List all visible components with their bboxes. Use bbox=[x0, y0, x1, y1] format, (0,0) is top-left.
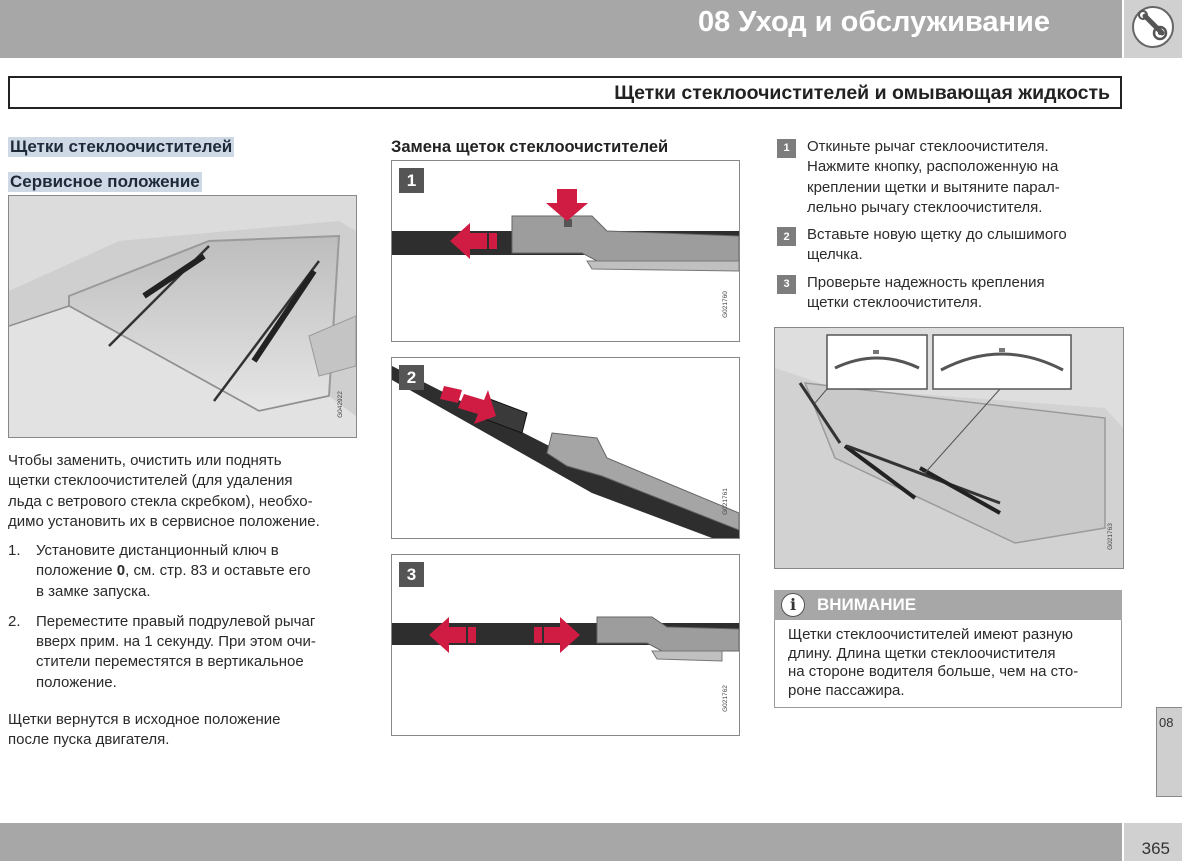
intro-line: льда с ветрового стекла скребком), необхо- bbox=[8, 492, 313, 510]
step-item bbox=[777, 273, 1117, 314]
page-number-box bbox=[1124, 823, 1182, 861]
figure-number: 1 bbox=[399, 168, 424, 193]
windshield-wipers-illustration bbox=[775, 328, 1123, 568]
chapter-title: 08 Уход и обслуживание bbox=[697, 6, 1050, 38]
replacement-steps bbox=[777, 137, 1117, 313]
figure-number: 2 bbox=[399, 365, 424, 390]
outro-line: Щетки вернутся в исходное положение bbox=[8, 711, 281, 728]
intro-line: щетки стеклоочистителей (для удаления bbox=[8, 472, 293, 490]
list-line: Установите дистанционный ключ в bbox=[36, 542, 279, 559]
step-badge: 1 bbox=[777, 139, 796, 158]
list-number: 2. bbox=[8, 612, 21, 630]
list-line: положение 0, см. стр. 83 и оставьте его bbox=[36, 562, 311, 580]
left-heading: Щетки стеклоочистителей bbox=[10, 137, 233, 156]
intro-paragraph bbox=[8, 451, 358, 532]
image-code: G021763 bbox=[1106, 523, 1114, 550]
chapter-side-tab bbox=[1156, 707, 1182, 797]
step-line: креплении щетки и вытяните парал- bbox=[807, 178, 1060, 196]
section-header bbox=[8, 76, 1122, 109]
figure-1 bbox=[391, 160, 740, 342]
right-arrow-icon bbox=[544, 617, 580, 653]
step-line: Проверьте надежность крепления bbox=[807, 273, 1045, 291]
chapter-icon-box bbox=[1124, 0, 1182, 58]
header-bar bbox=[0, 0, 1122, 58]
middle-heading: Замена щеток стеклоочистителей bbox=[391, 138, 669, 156]
figure-3 bbox=[391, 554, 740, 736]
list-line: Переместите правый подрулевой рычаг bbox=[36, 612, 316, 630]
warning-line: Щетки стеклоочистителей имеют разную bbox=[788, 626, 1073, 643]
intro-line: Чтобы заменить, очистить или поднять bbox=[8, 452, 282, 469]
car-windshield-illustration bbox=[9, 196, 356, 437]
info-icon: i bbox=[781, 593, 805, 617]
image-code: G021762 bbox=[721, 685, 729, 712]
step-item bbox=[777, 137, 1117, 218]
service-steps-list bbox=[8, 541, 358, 693]
figure-number: 3 bbox=[399, 562, 424, 587]
list-line: в замке запуска. bbox=[36, 582, 151, 600]
warning-line: на стороне водителя больше, чем на сто- bbox=[788, 663, 1079, 680]
list-item bbox=[8, 612, 358, 693]
left-arrow-icon bbox=[429, 617, 466, 653]
image-code: G021761 bbox=[721, 488, 729, 515]
wrench-gear-icon bbox=[1124, 0, 1182, 58]
step-line: Вставьте новую щетку до слышимого bbox=[807, 226, 1067, 244]
warning-line: роне пассажира. bbox=[788, 681, 905, 699]
warning-title: ВНИМАНИЕ bbox=[817, 595, 917, 614]
warning-text bbox=[788, 626, 1114, 700]
wiper-blade-insert-illustration bbox=[392, 358, 739, 538]
list-line: положение. bbox=[36, 673, 117, 691]
figure-2 bbox=[391, 357, 740, 539]
page-number: 365 bbox=[1141, 839, 1170, 858]
left-subheading: Сервисное положение bbox=[10, 172, 200, 191]
service-position-image bbox=[8, 195, 357, 438]
wiper-blade-check-illustration bbox=[392, 555, 739, 735]
section-title: Щетки стеклоочистителей и омывающая жидкость bbox=[614, 82, 1110, 104]
list-number: 1. bbox=[8, 542, 21, 559]
list-item bbox=[8, 541, 358, 602]
step-line: щетки стеклоочистителя. bbox=[807, 294, 983, 312]
step-line: лельно рычагу стеклоочистителя. bbox=[807, 198, 1043, 216]
outro-line: после пуска двигателя. bbox=[8, 731, 170, 749]
image-code: G021760 bbox=[721, 291, 729, 318]
image-code: G042922 bbox=[336, 391, 344, 418]
intro-line: димо установить их в сервисное положение. bbox=[8, 512, 320, 530]
step-line: щелчка. bbox=[807, 246, 863, 264]
warning-line: длину. Длина щетки стеклоочистителя bbox=[788, 644, 1056, 662]
list-line: стители переместятся в вертикальное bbox=[36, 653, 304, 671]
step-item bbox=[777, 225, 1117, 266]
step-line: Откиньте рычаг стеклоочистителя. bbox=[807, 138, 1049, 155]
footer-bar bbox=[0, 823, 1122, 861]
step-badge: 3 bbox=[777, 275, 796, 294]
list-line: вверх прим. на 1 секунду. При этом очи- bbox=[36, 633, 316, 651]
warning-header bbox=[774, 590, 1122, 620]
outro-paragraph bbox=[8, 710, 358, 751]
blade-length-image bbox=[774, 327, 1124, 569]
step-badge: 2 bbox=[777, 227, 796, 246]
side-tab-label: 08 bbox=[1159, 715, 1174, 730]
wiper-blade-release-illustration bbox=[392, 161, 739, 341]
step-line: Нажмите кнопку, расположенную на bbox=[807, 158, 1059, 176]
